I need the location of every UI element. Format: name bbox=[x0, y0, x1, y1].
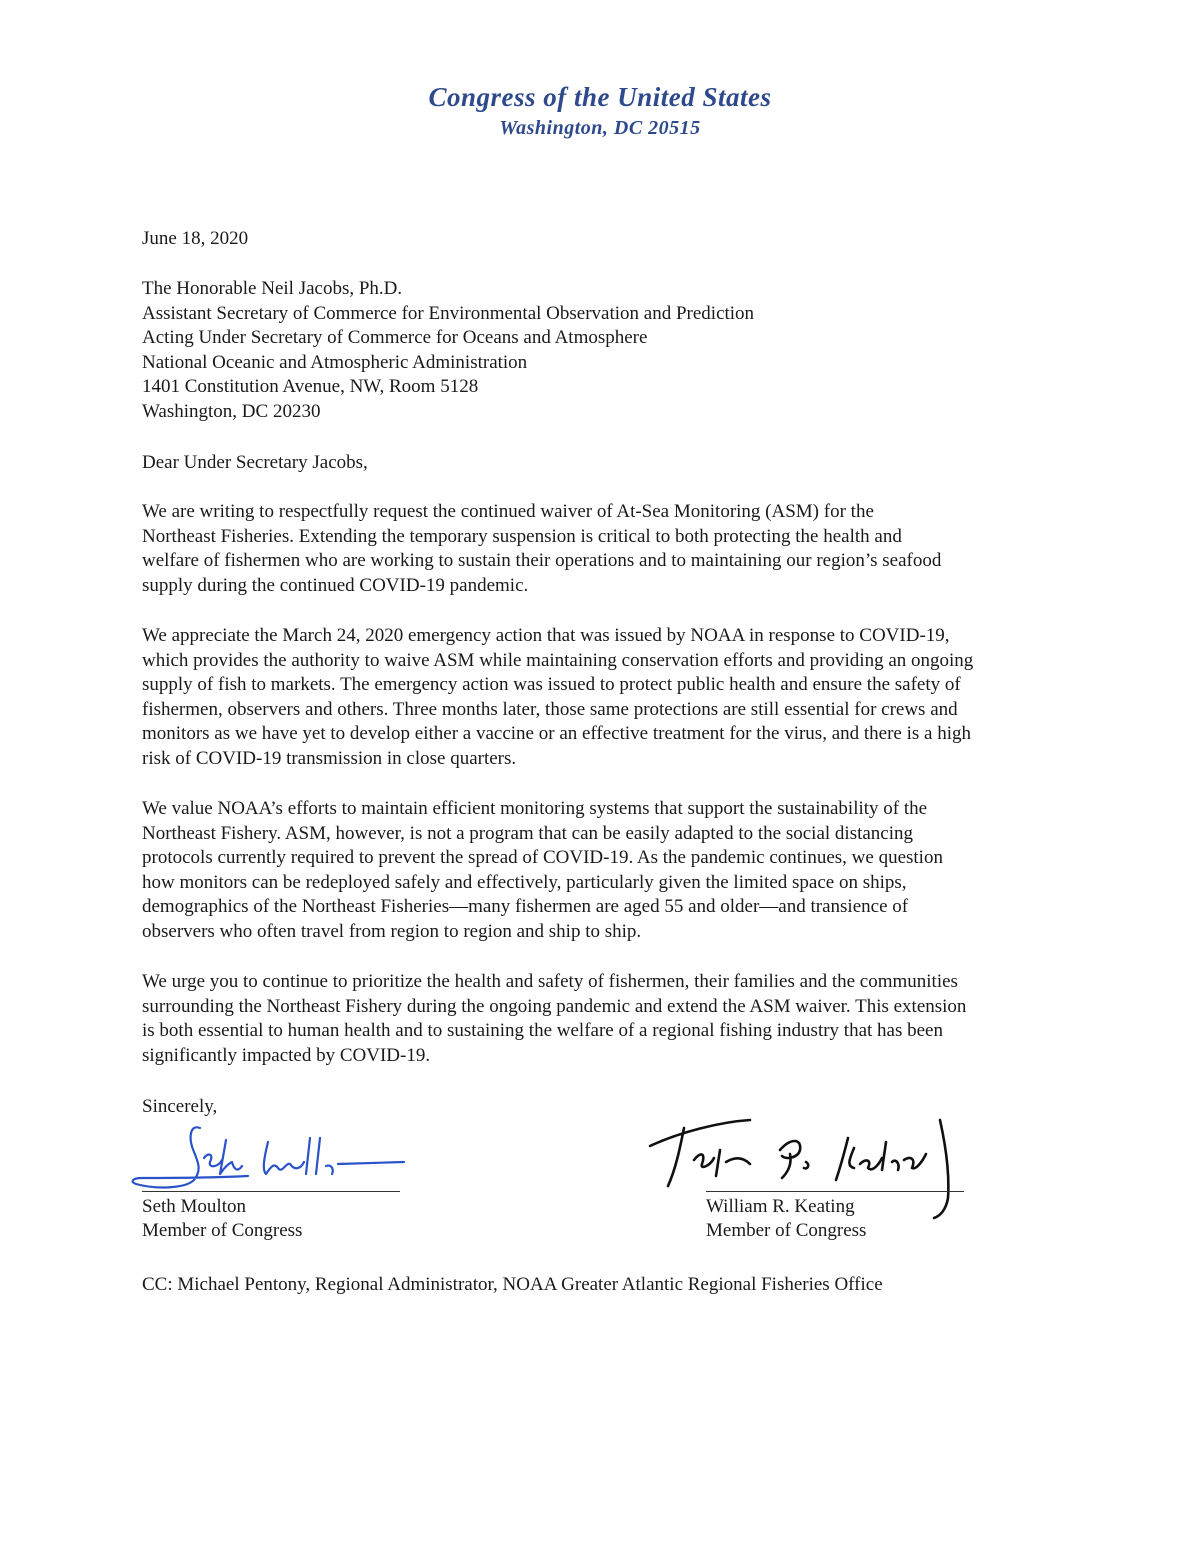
body-paragraph-4 bbox=[142, 970, 1102, 1068]
cc-line: CC: Michael Pentony, Regional Administrator, NOAA Greater Atlantic Regional Fisheries Office bbox=[142, 1274, 883, 1295]
paragraph-line: observers who often travel from region to region and ship to ship. bbox=[142, 920, 642, 942]
paragraph-line: demographics of the Northeast Fisheries—many fishermen are aged 55 and older—and transience of bbox=[142, 896, 909, 918]
address-line: National Oceanic and Atmospheric Administration bbox=[142, 351, 528, 373]
signer-name-keating: William R. Keating bbox=[706, 1196, 855, 1217]
body-paragraph-1 bbox=[142, 500, 1102, 598]
paragraph-line: surrounding the Northeast Fishery during the ongoing pandemic and extend the ASM waiver. This extension bbox=[142, 995, 967, 1017]
signature-stroke bbox=[133, 1127, 404, 1187]
paragraph-line: fishermen, observers and others. Three months later, those same protections are still essential for crews and bbox=[142, 698, 958, 720]
paragraph-line: We appreciate the March 24, 2020 emergency action that was issued by NOAA in response to COVID-19, bbox=[142, 625, 950, 646]
letter-date: June 18, 2020 bbox=[142, 228, 249, 249]
letterhead-subtitle: Washington, DC 20515 bbox=[499, 117, 701, 139]
paragraph-line: risk of COVID-19 transmission in close quarters. bbox=[142, 747, 517, 769]
body-paragraph-3 bbox=[142, 797, 1102, 945]
paragraph-line: protocols currently required to prevent the spread of COVID-19. As the pandemic continues, we question bbox=[142, 847, 943, 869]
paragraph-line: supply of fish to markets. The emergency action was issued to protect public health and ensure the safety of bbox=[142, 674, 961, 696]
address-line: Washington, DC 20230 bbox=[142, 400, 321, 422]
closing: Sincerely, bbox=[142, 1096, 218, 1117]
paragraph-line: which provides the authority to waive ASM while maintaining conservation efforts and providing an ongoing bbox=[142, 649, 974, 671]
paragraph-line: monitors as we have yet to develop either a vaccine or an effective treatment for the virus, and there is a high bbox=[142, 723, 971, 745]
salutation: Dear Under Secretary Jacobs, bbox=[142, 452, 368, 473]
body-paragraph-2 bbox=[142, 624, 1102, 772]
letterhead-title: Congress of the United States bbox=[428, 82, 772, 112]
recipient-address bbox=[142, 277, 1102, 425]
paragraph-line: We are writing to respectfully request the continued waiver of At-Sea Monitoring (ASM) for the bbox=[142, 501, 874, 522]
paragraph-line: supply during the continued COVID-19 pandemic. bbox=[142, 574, 529, 596]
signer-name-moulton: Seth Moulton bbox=[142, 1196, 246, 1217]
signer-title-keating: Member of Congress bbox=[706, 1220, 867, 1241]
paragraph-line: significantly impacted by COVID-19. bbox=[142, 1044, 431, 1066]
address-line: Acting Under Secretary of Commerce for Oceans and Atmosphere bbox=[142, 327, 648, 349]
signature-line-moulton bbox=[142, 1191, 400, 1192]
paragraph-line: welfare of fishermen who are working to sustain their operations and to maintaining our region’s seafood bbox=[142, 550, 942, 572]
address-line: Assistant Secretary of Commerce for Environmental Observation and Prediction bbox=[142, 302, 755, 324]
paragraph-line: We value NOAA’s efforts to maintain efficient monitoring systems that support the sustainability of the bbox=[142, 798, 928, 819]
paragraph-line: is both essential to human health and to sustaining the welfare of a regional fishing industry that has been bbox=[142, 1020, 943, 1042]
address-line: The Honorable Neil Jacobs, Ph.D. bbox=[142, 278, 403, 299]
paragraph-line: how monitors can be redeployed safely and effectively, particularly given the limited space on ships, bbox=[142, 871, 907, 893]
signature-moulton bbox=[128, 1118, 408, 1198]
paragraph-line: Northeast Fisheries. Extending the temporary suspension is critical to both protecting the health and bbox=[142, 525, 902, 547]
signature-line-keating bbox=[706, 1191, 964, 1192]
paragraph-line: We urge you to continue to prioritize the health and safety of fishermen, their families and the communities bbox=[142, 971, 958, 992]
paragraph-line: Northeast Fishery. ASM, however, is not a program that can be easily adapted to the social distancing bbox=[142, 822, 914, 844]
signer-title-moulton: Member of Congress bbox=[142, 1220, 303, 1241]
address-line: 1401 Constitution Avenue, NW, Room 5128 bbox=[142, 376, 479, 398]
